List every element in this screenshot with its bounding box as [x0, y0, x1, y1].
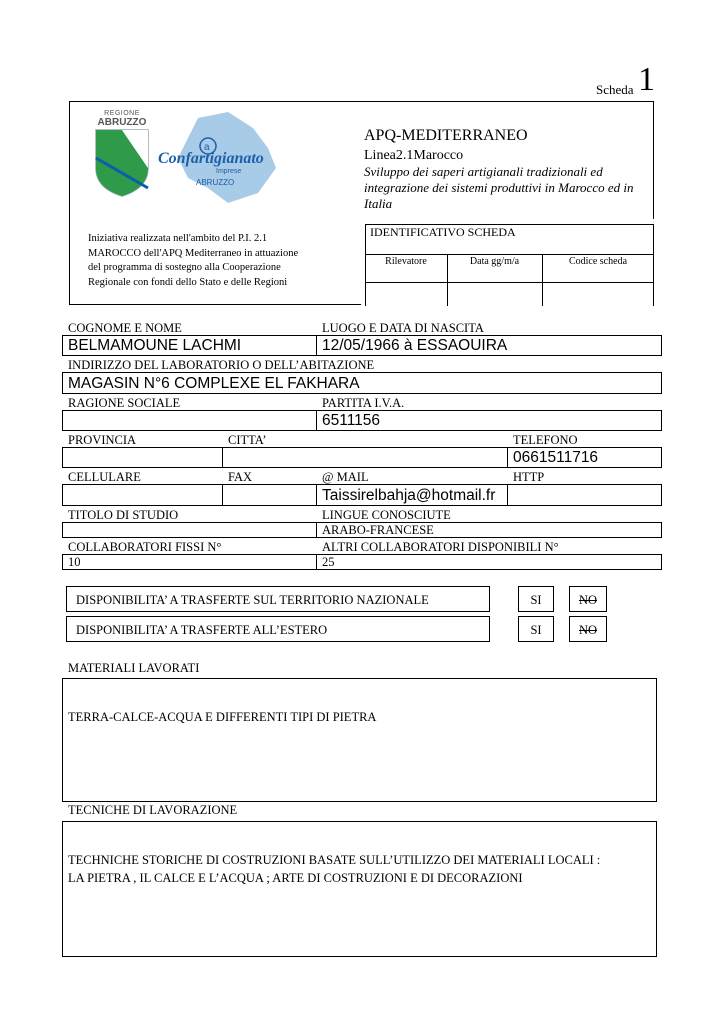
ident-col-rilevatore: Rilevatore [385, 256, 427, 267]
header-bottom-border [69, 304, 361, 305]
identificativo-title: IDENTIFICATIVO SCHEDA [370, 225, 516, 239]
tecniche-label: TECNICHE DI LAVORAZIONE [68, 803, 238, 817]
conf-name: Confartigianato [158, 150, 264, 167]
ident-col-data: Data gg/m/a [469, 256, 520, 267]
logo-region-line1: REGIONE [104, 110, 140, 117]
ragione-label: RAGIONE SOCIALE [68, 396, 181, 410]
project-line: Linea2.1Marocco [364, 148, 464, 163]
scheda-number: 1 [638, 61, 655, 98]
disp-estero-label: DISPONIBILITA’ A TRASFERTE ALL’ESTERO [76, 623, 328, 637]
titolo-label: TITOLO DI STUDIO [68, 508, 179, 522]
mail-value: Taissirelbahja@hotmail.fr [322, 487, 496, 504]
header-top-border [69, 101, 653, 102]
indirizzo-label: INDIRIZZO DEL LABORATORIO O DELL’ABITAZIONE [68, 358, 375, 372]
cellulare-label: CELLULARE [68, 470, 141, 484]
telefono-label: TELEFONO [513, 433, 578, 447]
fax-field[interactable] [222, 484, 317, 506]
header-right-border [653, 101, 654, 219]
collab-label: COLLABORATORI FISSI N° [68, 540, 222, 554]
altri-value: 25 [322, 555, 335, 569]
ident-row-line1 [365, 254, 654, 255]
confartigianato-logo [158, 108, 278, 208]
http-label: HTTP [513, 470, 545, 484]
luogo-label: LUOGO E DATA DI NASCITA [322, 321, 484, 335]
materiali-value: TERRA-CALCE-ACQUA E DIFFERENTI TIPI DI PIETRA [68, 710, 377, 724]
ragione-field[interactable] [62, 410, 317, 431]
partita-value: 6511156 [322, 412, 381, 429]
svg-text:a: a [204, 142, 210, 153]
altri-field[interactable] [316, 554, 662, 570]
cellulare-field[interactable] [62, 484, 223, 506]
mail-label: @ MAIL [322, 470, 369, 484]
scheda-label: Scheda [596, 82, 634, 97]
project-title: APQ-MEDITERRANEO [364, 127, 528, 144]
telefono-value: 0661511716 [513, 449, 599, 466]
disp-estero-no-label: NO [578, 623, 598, 637]
indirizzo-value: MAGASIN N°6 COMPLEXE EL FAKHARA [68, 375, 360, 392]
ident-row-line2 [365, 282, 654, 283]
collab-value: 10 [68, 555, 81, 569]
altri-label: ALTRI COLLABORATORI DISPONIBILI N° [322, 540, 559, 554]
tecniche-value-line1: TECHNICHE STORICHE DI COSTRUZIONI BASATE SULL’UTILIZZO DEI MATERIALI LOCALI : [68, 853, 601, 867]
disp-nazionale-si-label: SI [530, 593, 542, 607]
regione-abruzzo-logo [92, 110, 152, 206]
http-field[interactable] [507, 484, 662, 506]
disp-nazionale-label: DISPONIBILITA’ A TRASFERTE SUL TERRITORIO NAZIONALE [76, 593, 429, 607]
luogo-value: 12/05/1966 à ESSAOUIRA [322, 337, 508, 354]
partita-label: PARTITA I.V.A. [322, 396, 405, 410]
conf-sub1: Imprese [216, 168, 242, 175]
logo-region-line2: ABRUZZO [97, 117, 147, 128]
tecniche-field[interactable] [62, 821, 657, 957]
fax-label: FAX [228, 470, 253, 484]
provincia-field[interactable] [62, 447, 223, 468]
titolo-field[interactable] [62, 522, 317, 538]
project-desc: Sviluppo dei saperi artigianali tradizionali ed integrazione dei sistemi produttivi in Marocco ed in Italia [364, 164, 634, 211]
collab-field[interactable] [62, 554, 317, 570]
provincia-label: PROVINCIA [68, 433, 137, 447]
lingue-value: ARABO-FRANCESE [322, 523, 434, 537]
initiative-text: Iniziativa realizzata nell'ambito del P.I. 2.1 MAROCCO dell'APQ Mediterraneo in attuazione del programma di sostegno alla Cooperazione Regionale con fondi dello Stato e delle Regioni [88, 233, 299, 288]
cognome-value: BELMAMOUNE LACHMI [68, 337, 242, 354]
citta-label: CITTA’ [228, 433, 267, 447]
region-shield-icon [92, 128, 152, 198]
citta-field[interactable] [222, 447, 508, 468]
disp-estero-si-label: SI [530, 623, 542, 637]
header-left-border [69, 101, 70, 304]
conf-sub2: ABRUZZO [196, 178, 235, 187]
ident-col-codice: Codice scheda [568, 256, 628, 267]
materiali-label: MATERIALI LAVORATI [68, 661, 200, 675]
cognome-label: COGNOME E NOME [68, 321, 182, 335]
materiali-field[interactable] [62, 678, 657, 802]
tecniche-value-line2: LA PIETRA , IL CALCE E L’ACQUA ; ARTE DI COSTRUZIONI E DI DECORAZIONI [68, 871, 523, 885]
lingue-label: LINGUE CONOSCIUTE [322, 508, 451, 522]
disp-nazionale-no-label: NO [578, 593, 598, 607]
